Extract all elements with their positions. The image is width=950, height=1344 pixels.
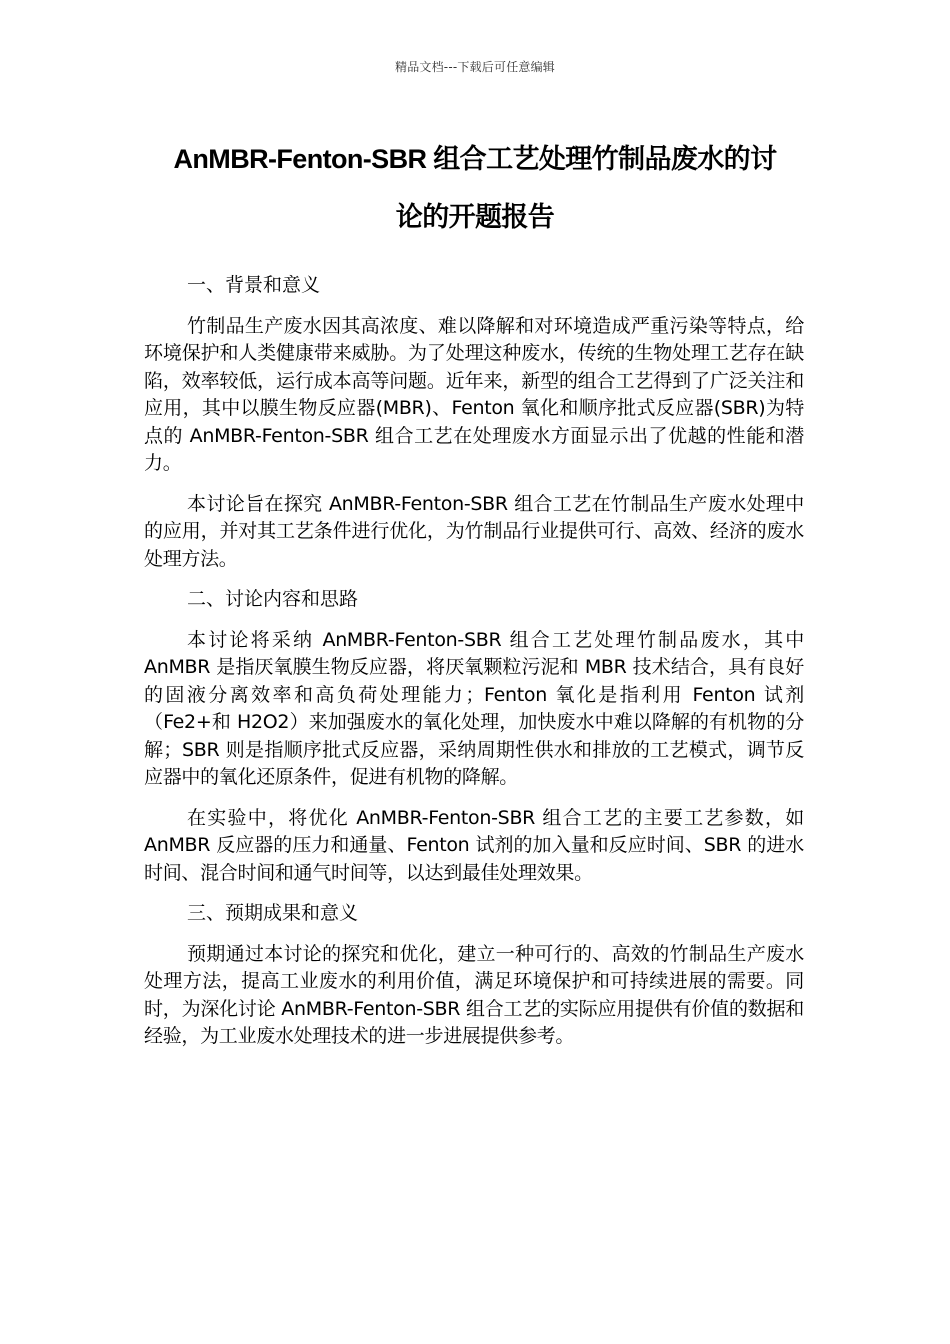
paragraph: 竹制品生产废水因其高浓度、难以降解和对环境造成严重污染等特点，给环境保护和人类健康带来威胁。为了处理这种废水，传统的生物处理工艺存在缺陷，效率较低，运行成本高等问题。近年来，新型的组合工艺得到了广泛关注和应用，其中以膜生物反应器(MBR)、Fenton 氧化和顺序批式反应器(SBR)为特点的 AnMBR-Fenton-SBR 组合工艺在处理废水方面显示出了优越的性能和潜力。	[144, 314, 804, 474]
section-heading-background: 一、背景和意义	[187, 274, 321, 296]
title-line-2: 论的开题报告	[395, 202, 555, 232]
paragraph: 在实验中，将优化 AnMBR-Fenton-SBR 组合工艺的主要工艺参数，如 AnMBR 反应器的压力和通量、Fenton 试剂的加入量和反应时间、SBR 的进水时间、混合时间和通气时间等，以达到最佳处理效果。	[144, 806, 804, 884]
document-body	[144, 272, 804, 1064]
paragraph: 本讨论将采纳 AnMBR-Fenton-SBR 组合工艺处理竹制品废水，其中 AnMBR 是指厌氧膜生物反应器，将厌氧颗粒污泥和 MBR 技术结合，具有良好的固液分离效率和高负荷处理能力；Fenton 氧化是指利用 Fenton 试剂（Fe2+和 H2O2）来加强废水的氧化处理，加快废水中难以降解的有机物的分解；SBR 则是指顺序批式反应器，采纳周期性供水和排放的工艺模式，调节反应器中的氧化还原条件，促进有机物的降解。	[144, 628, 804, 788]
paragraph: 本讨论旨在探究 AnMBR-Fenton-SBR 组合工艺在竹制品生产废水处理中的应用，并对其工艺条件进行优化，为竹制品行业提供可行、高效、经济的废水处理方法。	[144, 492, 804, 570]
paragraph: 预期通过本讨论的探究和优化，建立一种可行的、高效的竹制品生产废水处理方法，提高工业废水的利用价值，满足环境保护和可持续进展的需要。同时，为深化讨论 AnMBR-Fenton-SBR 组合工艺的实际应用提供有价值的数据和经验，为工业废水处理技术的进一步进展提供参考。	[144, 942, 804, 1047]
section-heading-outcomes: 三、预期成果和意义	[187, 902, 359, 924]
header-note: 精品文档---下载后可任意编辑	[395, 60, 555, 74]
document-title	[140, 130, 810, 246]
section-heading-content: 二、讨论内容和思路	[187, 588, 359, 610]
title-line-1: AnMBR-Fenton-SBR 组合工艺处理竹制品废水的讨	[173, 144, 777, 174]
